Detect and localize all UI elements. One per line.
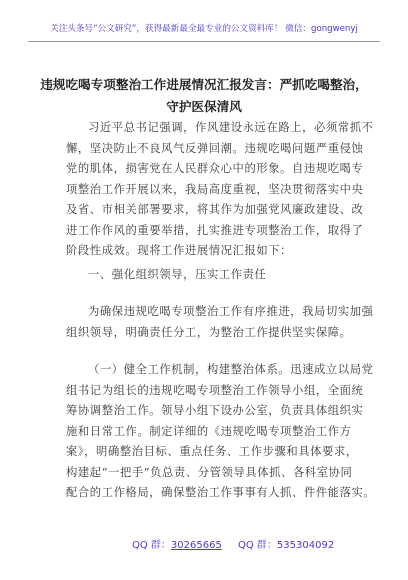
- text-line: （一）健全工作机制，构建整治体系。迅速成立以局党: [88, 363, 374, 376]
- section-1-paragraph: [66, 302, 374, 343]
- text-line: 阶段性成效。现将工作进展情况汇报如下：: [66, 244, 293, 257]
- text-line: 案》，明确整治目标、重点任务、工作步骤和具体要求，: [66, 445, 358, 458]
- text-line: 党的肌体，损害党在人民群众心中的形象。自违规吃喝专: [66, 162, 364, 175]
- document-title-line-2: 守护医保清风: [166, 99, 242, 114]
- section-heading-1: 一、强化组织领导，压实工作责任: [88, 268, 267, 281]
- footer-qq-group-2[interactable]: [238, 536, 334, 551]
- text-line: 施和日常工作。制定详细的《违规吃喝专项整治工作方: [66, 424, 352, 438]
- text-line: 组织领导，明确责任分工，为整治工作提供坚实保障。: [66, 325, 352, 339]
- document-title-line-1: 违规吃喝专项整治工作进展情况汇报发言：严抓吃喝整治，: [40, 77, 368, 92]
- text-line: 及省、市相关部署要求，将其作为加强党风廉政建设、改: [66, 203, 364, 216]
- intro-paragraph: [66, 118, 374, 262]
- text-line: 项整治工作开展以来，我局高度重视，坚决贯彻落实中央: [66, 182, 364, 196]
- footer-qq-label: QQ 群：: [238, 540, 277, 551]
- footer-qq-number[interactable]: 535304092: [276, 540, 335, 551]
- text-line: 组书记为组长的违规吃喝专项整治工作领导小组，全面统: [66, 383, 364, 397]
- text-line: 进工作作风的重要举措，扎实推进专项整治工作，取得了: [66, 223, 364, 237]
- text-line: 为确保违规吃喝专项整治工作有序推进，我局切实加强: [88, 305, 374, 318]
- text-line: 配合的工作格局，确保整治工作事事有人抓、件件能落实。: [66, 486, 376, 499]
- header-notice: 关注头条号“公文研究”，获得最新最全最专业的公文资料库！ 微信：gongwenyj: [50, 24, 358, 34]
- text-line: 习近平总书记强调，作风建设永远在路上，必须常抓不: [88, 121, 374, 134]
- text-line: 构建起“一把手”负总责、分管领导具体抓、各科室协同: [66, 465, 353, 479]
- text-line: 懈，坚决防止不良风气反弹回潮。违规吃喝问题严重侵蚀: [66, 141, 364, 155]
- footer-qq-group-1[interactable]: [132, 536, 222, 551]
- text-line: 筹协调整治工作。领导小组下设办公室，负责具体组织实: [66, 404, 364, 417]
- header-divider: [28, 41, 380, 42]
- subsection-1-paragraph: [66, 360, 376, 504]
- footer-qq-number[interactable]: 30265665: [170, 540, 222, 551]
- footer-qq-label: QQ 群：: [132, 540, 171, 551]
